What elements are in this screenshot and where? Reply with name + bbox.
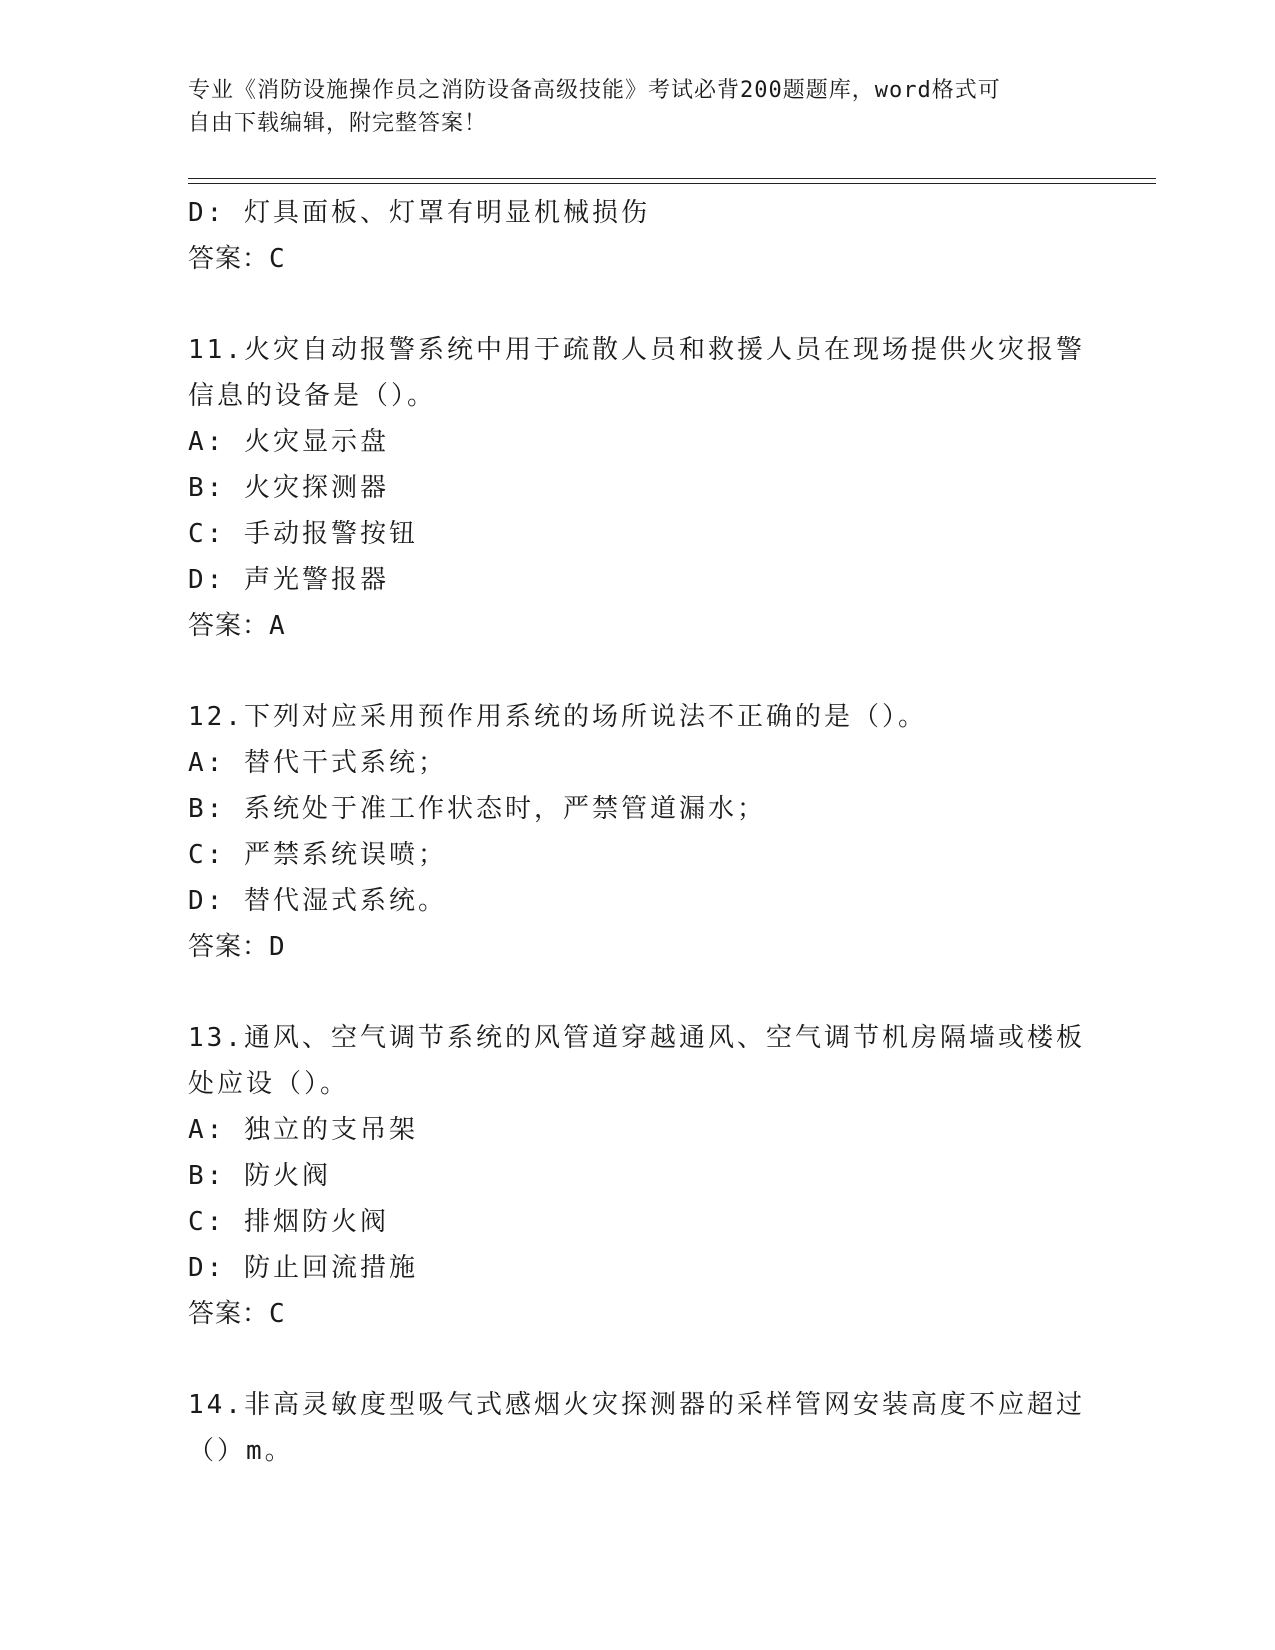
option-a: A: 独立的支吊架 (188, 1115, 418, 1145)
question-text-line: 14.非高灵敏度型吸气式感烟火灾探测器的采样管网安装高度不应超过 (188, 1390, 1085, 1420)
header-divider (188, 178, 1156, 184)
question-12 (188, 694, 1088, 970)
question-text-line: 13.通风、空气调节系统的风管道穿越通风、空气调节机房隔墙或楼板 (188, 1023, 1085, 1053)
question-text-line: 12.下列对应采用预作用系统的场所说法不正确的是（）。 (188, 702, 927, 732)
option-d: D: 声光警报器 (188, 565, 389, 595)
option-b: B: 防火阀 (188, 1161, 331, 1191)
option-a: A: 替代干式系统； (188, 748, 447, 778)
answer-line: 答案：C (188, 1299, 286, 1329)
question-text-line: 处应设（）。 (188, 1069, 350, 1099)
option-c: C: 严禁系统误喷； (188, 840, 447, 870)
question-content (188, 190, 1088, 1474)
question-text-line: 11.火灾自动报警系统中用于疏散人员和救援人员在现场提供火灾报警 (188, 335, 1085, 365)
question-14 (188, 1382, 1088, 1474)
option-a: A: 火灾显示盘 (188, 427, 389, 457)
option-b: B: 火灾探测器 (188, 473, 389, 503)
answer-line: 答案：C (188, 244, 286, 274)
header-line-1: 专业《消防设施操作员之消防设备高级技能》考试必背200题题库，word格式可 (188, 78, 1001, 103)
question-13 (188, 1015, 1088, 1337)
option-b: B: 系统处于准工作状态时，严禁管道漏水； (188, 794, 766, 824)
option-d: D: 灯具面板、灯罩有明显机械损伤 (188, 198, 650, 228)
question-11 (188, 327, 1088, 649)
answer-line: 答案：A (188, 611, 286, 641)
question-text-line: 信息的设备是（）。 (188, 381, 437, 411)
answer-line: 答案：D (188, 932, 286, 962)
option-c: C: 排烟防火阀 (188, 1207, 389, 1237)
document-header (188, 74, 1088, 140)
option-d: D: 防止回流措施 (188, 1253, 418, 1283)
option-c: C: 手动报警按钮 (188, 519, 418, 549)
option-d: D: 替代湿式系统。 (188, 886, 447, 916)
question-text-line: （）m。 (188, 1436, 294, 1466)
header-line-2: 自由下载编辑，附完整答案！ (188, 111, 488, 136)
